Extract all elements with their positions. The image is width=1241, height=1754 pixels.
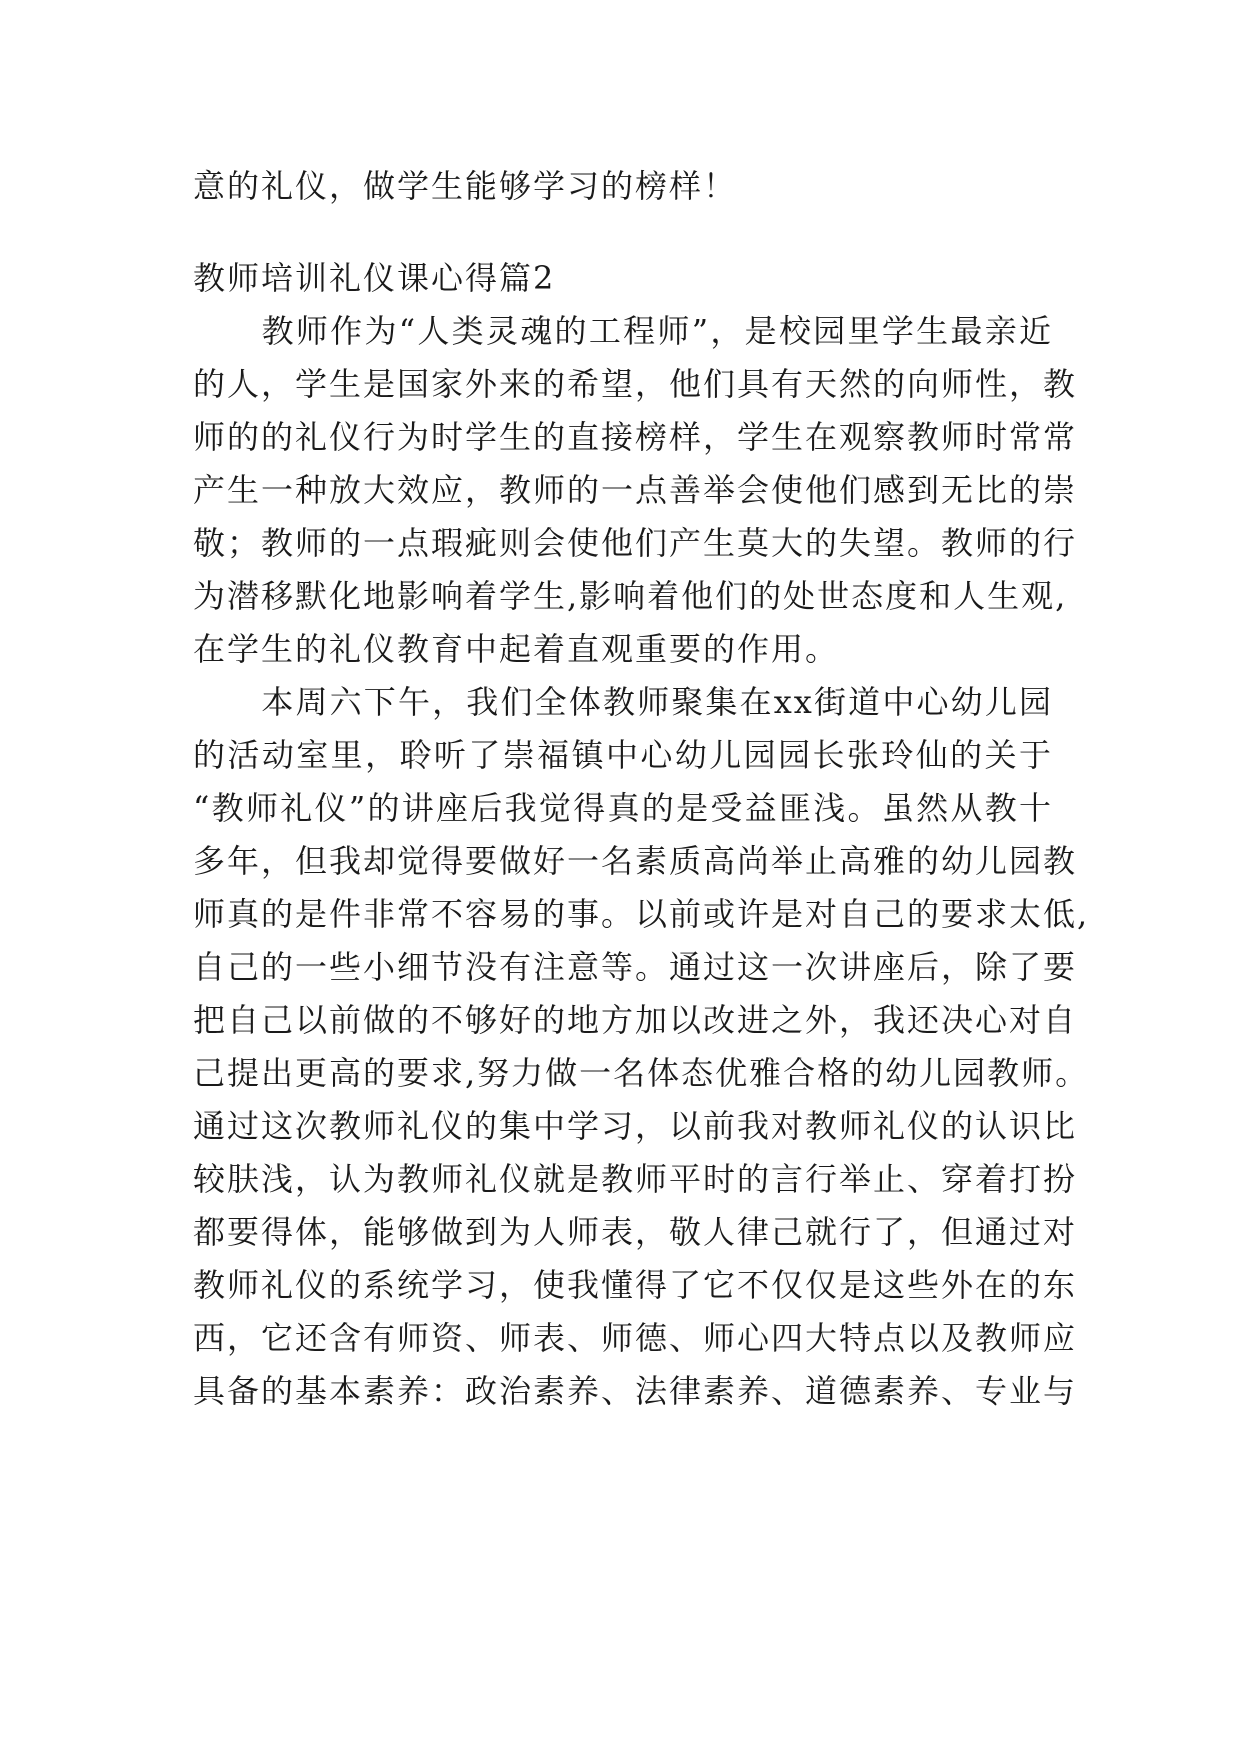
text-line-15: 自己的一些小细节没有注意等。通过这一次讲座后，除了要 xyxy=(193,948,1078,986)
text-line-9: 在学生的礼仪教育中起着直观重要的作用。 xyxy=(193,630,840,668)
text-line-17: 己提出更高的要求,努力做一名体态优雅合格的幼儿园教师。 xyxy=(193,1054,1090,1092)
text-line-22: 西，它还含有师资、师表、师德、师心四大特点以及教师应 xyxy=(193,1319,1078,1357)
text-line-4: 的人，学生是国家外来的希望，他们具有天然的向师性，教 xyxy=(193,365,1078,403)
text-line-23: 具备的基本素养：政治素养、法律素养、道德素养、专业与 xyxy=(193,1372,1078,1410)
text-line-18: 通过这次教师礼仪的集中学习，以前我对教师礼仪的认识比 xyxy=(193,1107,1078,1145)
text-line-5: 师的的礼仪行为时学生的直接榜样，学生在观察教师时常常 xyxy=(193,418,1078,456)
text-line-6: 产生一种放大效应，教师的一点善举会使他们感到无比的崇 xyxy=(193,471,1078,509)
text-line-11: 的活动室里，聆听了崇福镇中心幼儿园园长张玲仙的关于 xyxy=(193,736,1053,774)
text-line-8: 为潜移默化地影响着学生,影响着他们的处世态度和人生观, xyxy=(193,577,1068,615)
text-line-21: 教师礼仪的系统学习，使我懂得了它不仅仅是这些外在的东 xyxy=(193,1266,1078,1304)
text-line-13: 多年，但我却觉得要做好一名素质高尚举止高雅的幼儿园教 xyxy=(193,842,1078,880)
text-line-7: 敬；教师的一点瑕疵则会使他们产生莫大的失望。教师的行 xyxy=(193,524,1078,562)
text-line-16: 把自己以前做的不够好的地方加以改进之外，我还决心对自 xyxy=(193,1001,1078,1039)
text-line-19: 较肤浅，认为教师礼仪就是教师平时的言行举止、穿着打扮 xyxy=(193,1160,1078,1198)
text-line-12: “教师礼仪”的讲座后我觉得真的是受益匪浅。虽然从教十 xyxy=(193,789,1053,827)
text-line-10: 本周六下午，我们全体教师聚集在xx街道中心幼儿园 xyxy=(193,683,1053,721)
section-heading: 教师培训礼仪课心得篇2 xyxy=(193,259,556,297)
text-line-14: 师真的是件非常不容易的事。以前或许是对自己的要求太低, xyxy=(193,895,1090,933)
text-line-20: 都要得体，能够做到为人师表，敬人律己就行了，但通过对 xyxy=(193,1213,1078,1251)
text-line-1: 意的礼仪，做学生能够学习的榜样！ xyxy=(193,167,738,205)
text-line-3: 教师作为“人类灵魂的工程师”，是校园里学生最亲近 xyxy=(193,312,1053,350)
